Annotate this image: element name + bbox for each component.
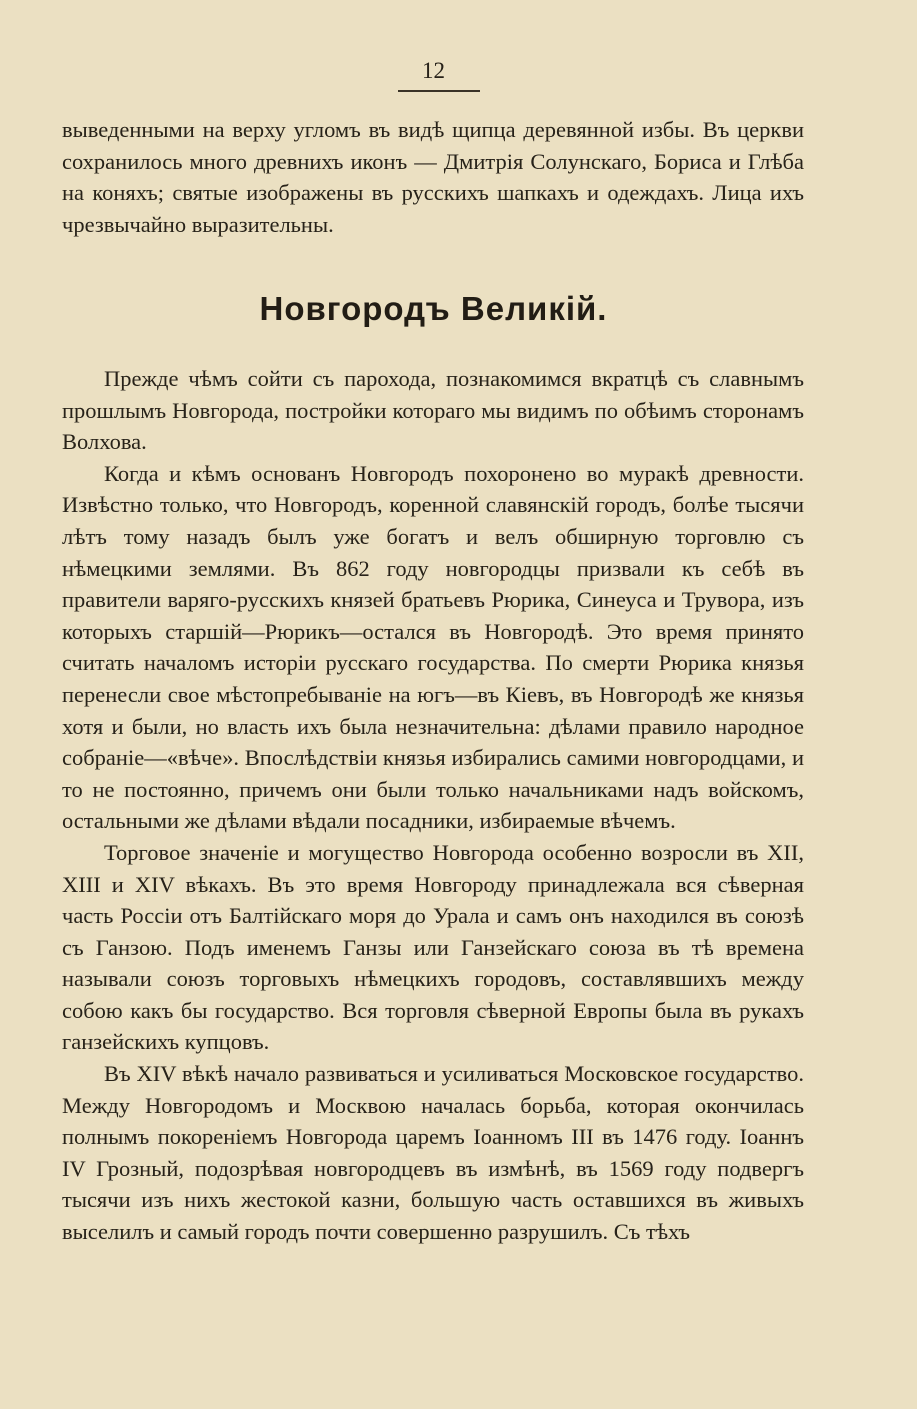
- section-title: Новгородъ Великій.: [259, 290, 608, 327]
- section-body: [62, 363, 804, 1248]
- page-number-rule: [398, 90, 480, 92]
- paragraph-4: Въ XIV вѣкѣ начало развиваться и усиливаться Московское государство. Между Новгородомъ и Москвою началась борьба, которая окончилась полнымъ покореніемъ Новгорода царемъ Іоанномъ III въ 1476 году. Іоаннъ IV Грозный, подозрѣвая новгородцевъ въ измѣнѣ, въ 1569 году подвергъ тысячи изъ нихъ жестокой казни, большую часть оставшихся въ живыхъ выселилъ и самый городъ почти совершенно разрушилъ. Съ тѣхъ: [62, 1061, 804, 1245]
- paragraph-1: Прежде чѣмъ сойти съ парохода, познакомимся вкратцѣ съ славнымъ прошлымъ Новгорода, постройки котораго мы видимъ по обѣимъ сторонамъ Волхова.: [62, 366, 804, 455]
- continuation-text-block: [62, 114, 804, 240]
- continuation-paragraph: выведенными на верху угломъ въ видѣ щипца деревянной избы. Въ церкви сохранилось много древнихъ иконъ — Дмитрія Солунскаго, Бориса и Глѣба на коняхъ; святые изображены въ русскихъ шапкахъ и одеждахъ. Лица ихъ чрезвычайно выразительны.: [62, 117, 804, 237]
- paragraph-2: Когда и кѣмъ основанъ Новгородъ похоронено во муракѣ древности. Извѣстно только, что Новгородъ, коренной славянскій городъ, болѣе тысячи лѣтъ тому назадъ былъ уже богатъ и велъ обширную торговлю съ нѣмецкими землями. Въ 862 году новгородцы призвали къ себѣ въ правители варяго-русскихъ князей братьевъ Рюрика, Синеуса и Трувора, изъ которыхъ старшій—Рюрикъ—остался въ Новгородѣ. Это время принято считать началомъ исторіи русскаго государства. По смерти Рюрика князья перенесли свое мѣстопребываніе на югъ—въ Кіевъ, въ Новгородѣ же князья хотя и были, но власть ихъ была незначительна: дѣлами правило народное собраніе—«вѣче». Впослѣдствіи князья избирались самими новгородцами, и то не постоянно, причемъ они были только начальниками надъ войскомъ, остальными же дѣлами вѣдали посадники, избираемые вѣчемъ.: [62, 460, 804, 834]
- paragraph-3: Торговое значеніе и могущество Новгорода особенно возросли въ XII, XIII и XIV вѣкахъ. Въ это время Новгороду принадлежала вся сѣверная часть Россіи отъ Балтійскаго моря до Урала и самъ онъ находился въ союзѣ съ Ганзою. Подъ именемъ Ганзы или Ганзейскаго союза въ тѣ времена называли союзъ торговыхъ нѣмецкихъ городовъ, составлявшихъ между собою какъ бы государство. Вся торговля сѣверной Европы была въ рукахъ ганзейскихъ купцовъ.: [62, 839, 804, 1055]
- page-number: 12: [422, 58, 445, 83]
